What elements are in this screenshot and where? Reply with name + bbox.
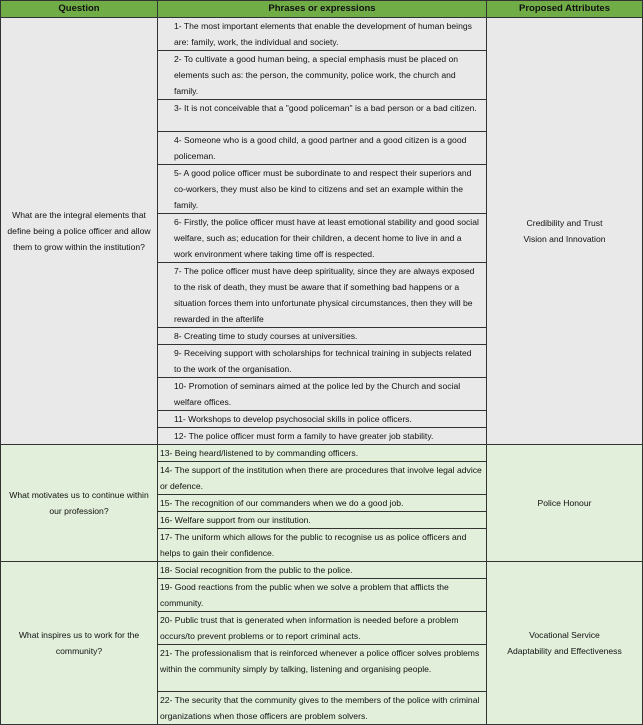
header-phrases: Phrases or expressions	[158, 1, 487, 18]
phrase-cell: 13- Being heard/listened to by commanding officers.	[158, 445, 487, 462]
header-row	[1, 1, 643, 18]
phrase-cell: 5- A good police officer must be subordinate to and respect their superiors and co-workers, they must also be kind to citizens and set an example within the family.	[158, 165, 487, 214]
phrase-cell: 12- The police officer must form a family to have greater job stability.	[158, 428, 487, 445]
phrase-cell: 18- Social recognition from the public to the police.	[158, 562, 487, 579]
attributes-cell	[487, 445, 643, 562]
phrase-cell: 21- The professionalism that is reinforced whenever a police officer solves problems within the community simply by talking, listening and organising people.	[158, 645, 487, 692]
attributes-cell	[487, 562, 643, 725]
table-row	[1, 562, 643, 579]
phrase-cell: 9- Receiving support with scholarships for technical training in subjects related to the work of the organisation.	[158, 345, 487, 378]
attribute-label: Vocational Service	[529, 630, 600, 640]
attribute-label: Credibility and Trust	[526, 218, 603, 228]
attributes-cell	[487, 18, 643, 445]
phrase-cell: 17- The uniform which allows for the public to recognise us as police officers and helps to gain their confidence.	[158, 529, 487, 562]
phrase-cell: 15- The recognition of our commanders when we do a good job.	[158, 495, 487, 512]
phrase-cell: 8- Creating time to study courses at universities.	[158, 328, 487, 345]
table-row	[1, 445, 643, 462]
phrase-cell: 14- The support of the institution when there are procedures that involve legal advice or defence.	[158, 462, 487, 495]
phrase-cell: 11- Workshops to develop psychosocial skills in police officers.	[158, 411, 487, 428]
phrase-cell: 1- The most important elements that enable the development of human beings are: family, work, the individual and society.	[158, 18, 487, 51]
attribute-label: Police Honour	[537, 498, 592, 508]
phrase-cell: 22- The security that the community gives to the members of the police with criminal organizations when those officers are problem solvers.	[158, 692, 487, 725]
table-row	[1, 18, 643, 51]
phrase-cell: 2- To cultivate a good human being, a special emphasis must be placed on elements such as: the person, the community, police work, the church and family.	[158, 51, 487, 100]
header-question: Question	[1, 1, 158, 18]
phrase-cell: 16- Welfare support from our institution.	[158, 512, 487, 529]
phrase-cell: 19- Good reactions from the public when we solve a problem that afflicts the community.	[158, 579, 487, 612]
header-attributes: Proposed Attributes	[487, 1, 643, 18]
attribute-label: Vision and Innovation	[523, 234, 606, 244]
phrase-cell: 4- Someone who is a good child, a good partner and a good citizen is a good policeman.	[158, 132, 487, 165]
phrase-cell: 3- It is not conceivable that a "good policeman" is a bad person or a bad citizen.	[158, 100, 487, 132]
question-cell: What inspires us to work for the community?	[1, 562, 158, 725]
phrase-cell: 7- The police officer must have deep spirituality, since they are always exposed to the risk of death, they must be aware that if something bad happens or a situation forces them into unfortunate physical circumstances, then they will be rewarded in the afterlife	[158, 263, 487, 328]
attribute-label: Adaptability and Effectiveness	[507, 646, 622, 656]
question-cell: What are the integral elements that define being a police officer and allow them to grow within the institution?	[1, 18, 158, 445]
phrase-cell: 6- Firstly, the police officer must have at least emotional stability and good social welfare, such as; education for their children, a decent home to live in and a work environment where taking time off is respected.	[158, 214, 487, 263]
question-cell: What motivates us to continue within our profession?	[1, 445, 158, 562]
phrase-cell: 20- Public trust that is generated when information is needed before a problem occurs/to prevent problems or to report criminal acts.	[158, 612, 487, 645]
phrase-cell: 10- Promotion of seminars aimed at the police led by the Church and social welfare offices.	[158, 378, 487, 411]
